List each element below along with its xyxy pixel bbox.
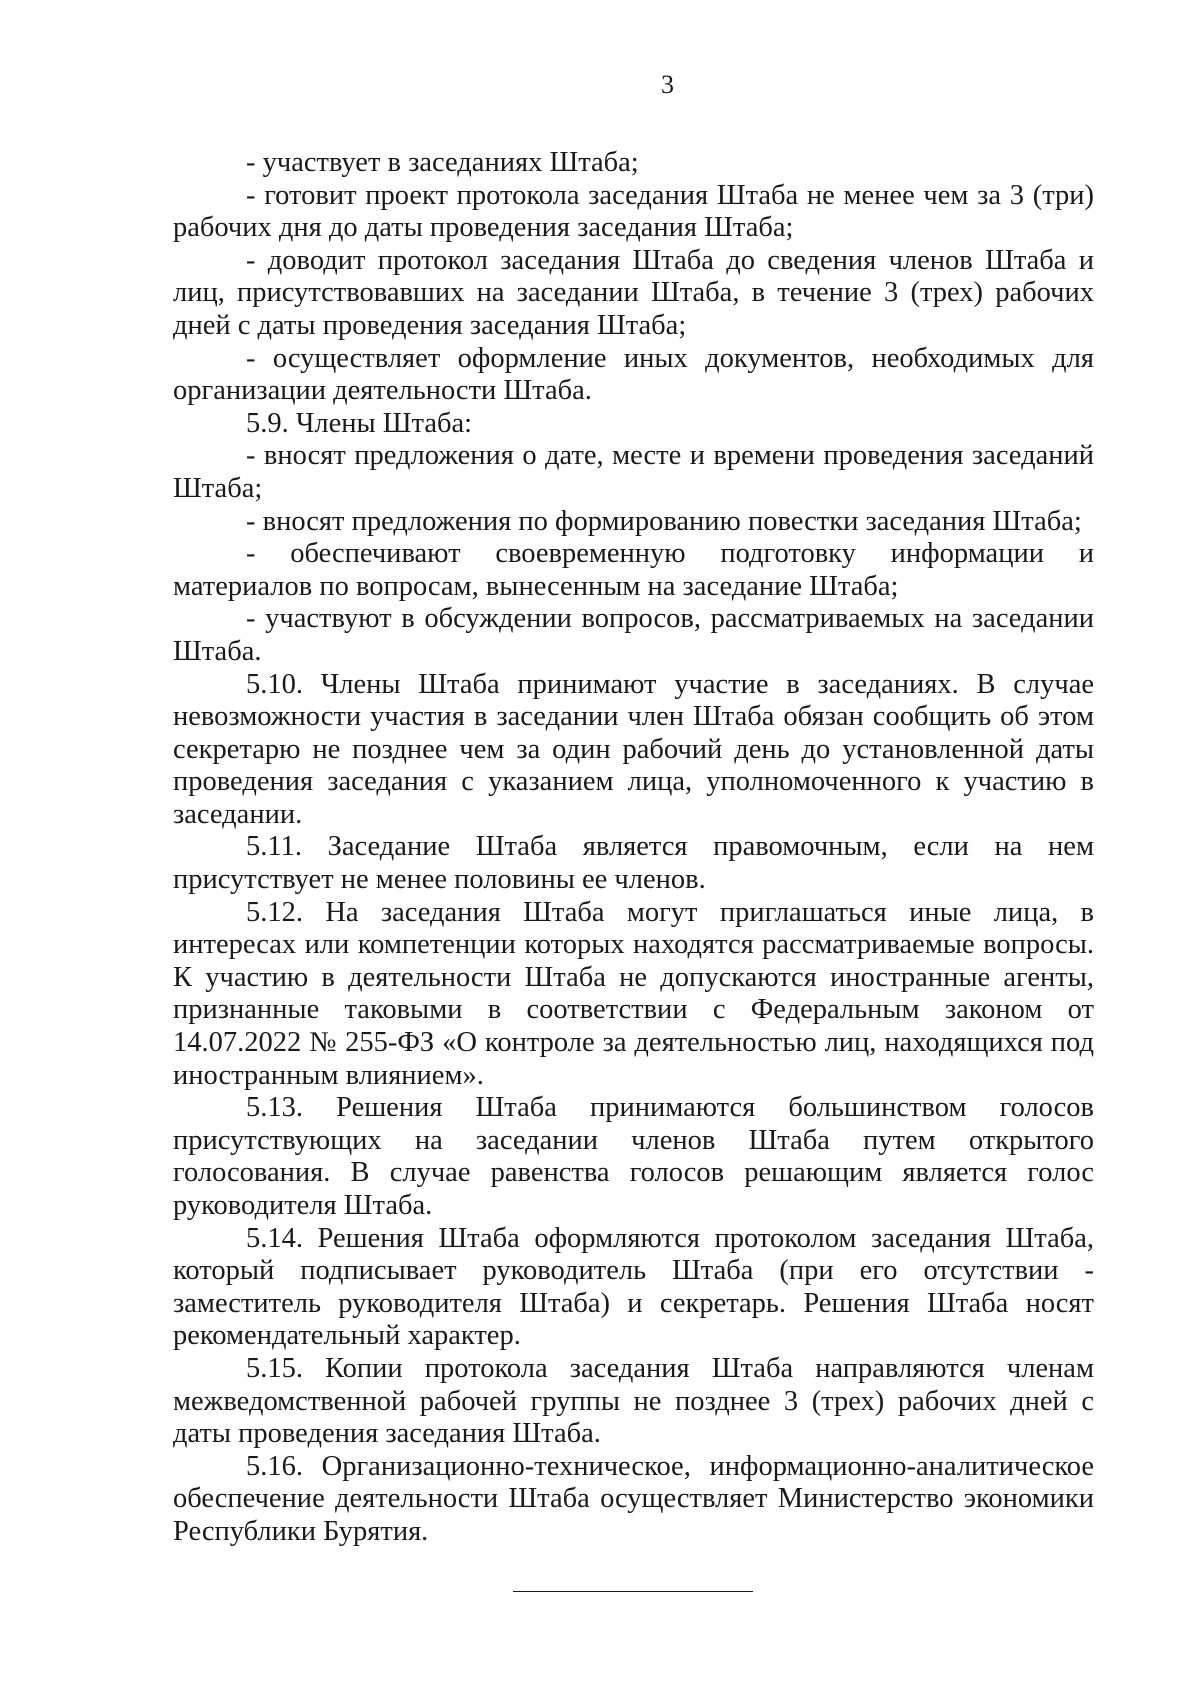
clause-5-15: 5.15. Копии протокола заседания Штаба направляются членам межведомственной рабочей группы не позднее 3 (трех) рабочих дней с даты проведения заседания Штаба. — [173, 1352, 1094, 1450]
clause-5-14: 5.14. Решения Штаба оформляются протоколом заседания Штаба, который подписывает руководитель Штаба (при его отсутствии - заместитель руководителя Штаба) и секретарь. Решения Штаба носят рекомендательный характер. — [173, 1222, 1094, 1352]
paragraph: - вносят предложения о дате, месте и времени проведения заседаний Штаба; — [173, 440, 1094, 504]
section-heading-5-9: 5.9. Члены Штаба: — [246, 407, 473, 439]
document-body — [173, 147, 1094, 1549]
paragraph: - обеспечивают своевременную подготовку информации и материалов по вопросам, вынесенным на заседание Штаба; — [173, 538, 1094, 602]
clause-5-13: 5.13. Решения Штаба принимаются большинством голосов присутствующих на заседании членов Штаба путем открытого голосования. В случае равенства голосов решающим является голос руководителя Штаба. — [173, 1092, 1094, 1221]
paragraph: - осуществляет оформление иных документов, необходимых для организации деятельности Штаба. — [173, 342, 1094, 407]
paragraph: - вносят предложения по формированию повестки заседания Штаба; — [246, 505, 1082, 537]
paragraph: - готовит проект протокола заседания Штаба не менее чем за 3 (три) рабочих дня до даты проведения заседания Штаба; — [173, 179, 1094, 244]
clause-5-11: 5.11. Заседание Штаба является правомочным, если на нем присутствует не менее половины ее членов. — [173, 831, 1094, 896]
paragraph: - доводит протокол заседания Штаба до сведения членов Штаба и лиц, присутствовавших на заседании Штаба, в течение 3 (трех) рабочих дней с даты проведения заседания Штаба; — [173, 244, 1094, 341]
clause-5-12: 5.12. На заседания Штаба могут приглашаться иные лица, в интересах или компетенции которых находятся рассматриваемые вопросы. К участию в деятельности Штаба не допускаются иностранные агенты, признанные таковыми в соответствии с Федеральным законом от 14.07.2022 № 255-ФЗ «О контроле за деятельностью лиц, находящихся под иностранным влиянием». — [173, 896, 1094, 1091]
clause-5-10: 5.10. Члены Штаба принимают участие в заседаниях. В случае невозможности участия в заседании член Штаба обязан сообщить об этом секретарю не позднее чем за один рабочий день до установленной даты проведения заседания с указанием лица, уполномоченного к участию в заседании. — [173, 668, 1094, 830]
paragraph: - участвуют в обсуждении вопросов, рассматриваемых на заседании Штаба. — [173, 603, 1094, 667]
page-number: 3 — [661, 70, 674, 99]
paragraph: - участвует в заседаниях Штаба; — [246, 147, 639, 178]
clause-5-16: 5.16. Организационно-техническое, информационно-аналитическое обеспечение деятельности Штаба осуществляет Министерство экономики Республики Бурятия. — [173, 1450, 1094, 1547]
end-separator-line — [513, 1591, 753, 1592]
